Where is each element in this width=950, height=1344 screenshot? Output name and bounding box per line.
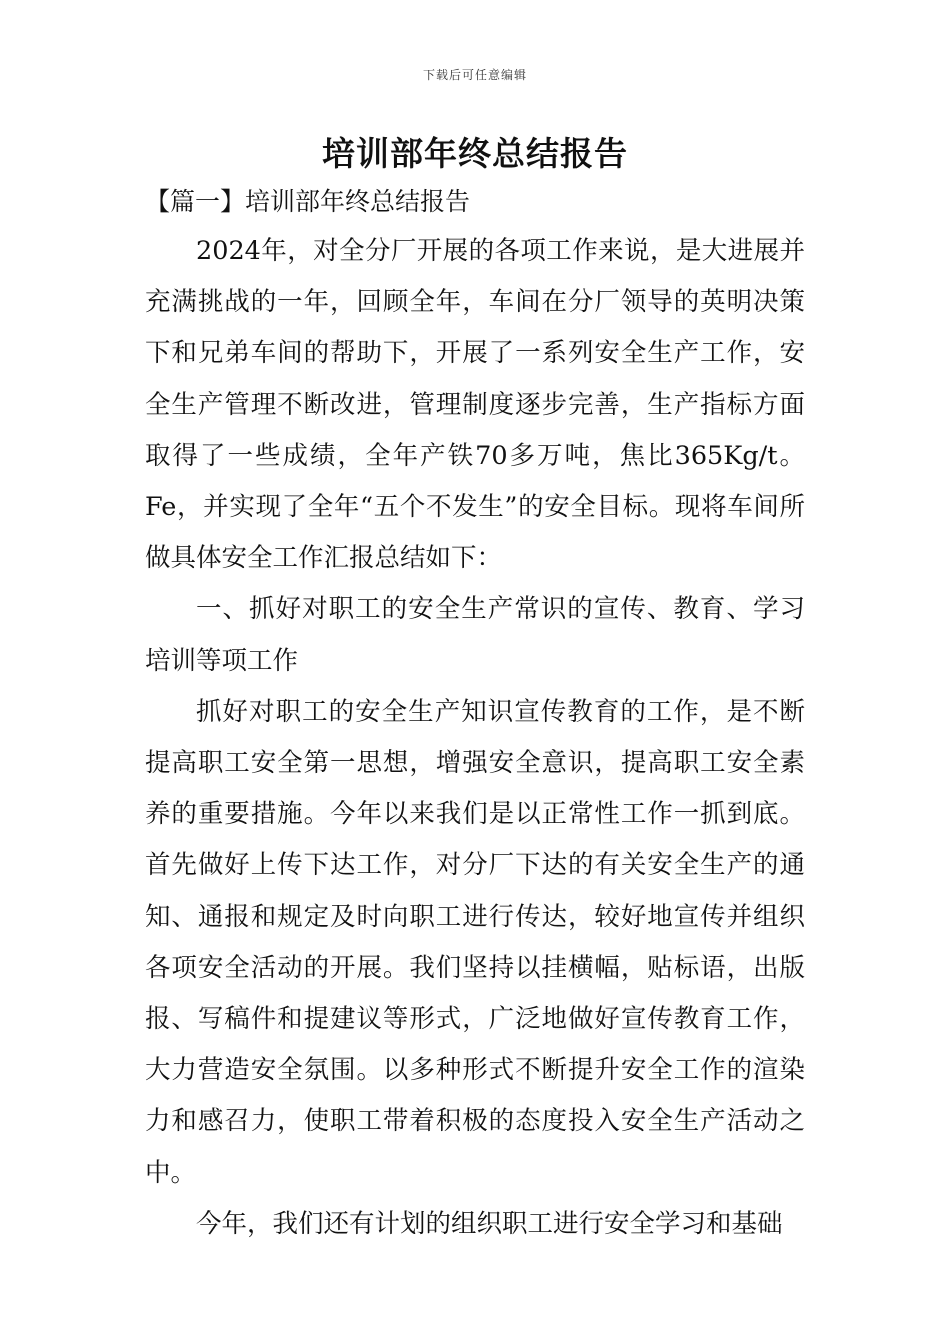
paragraph-study: 今年，我们还有计划的组织职工进行安全学习和基础 <box>196 1208 783 1239</box>
body-text <box>145 226 805 1250</box>
paragraph-intro: 2024年，对全分厂开展的各项工作来说，是大进展并充满挑战的一年，回顾全年，车间在分厂领导的英明决策下和兄弟车间的帮助下，开展了一系列安全生产工作，安全生产管理不断改进，管理制度逐步完善，生产指标方面取得了一些成绩，全年产铁70多万吨，焦比365Kg/t。Fe，并实现了全年“五个不发生”的安全目标。现将车间所做具体安全工作汇报总结如下： <box>145 236 805 574</box>
header-note: 下载后可任意编辑 <box>422 68 527 82</box>
paragraph-publicity: 抓好对职工的安全生产知识宣传教育的工作，是不断提高职工安全第一思想，增强安全意识，提高职工安全素养的重要措施。今年以来我们是以正常性工作一抓到底。首先做好上传下达工作，对分厂下达的有关安全生产的通知、通报和规定及时向职工进行传达，较好地宣传并组织各项安全活动的开展。我们坚持以挂横幅，贴标语，出版报、写稿件和提建议等形式，广泛地做好宣传教育工作，大力营造安全氛围。以多种形式不断提升安全工作的渲染力和感召力，使职工带着积极的态度投入安全生产活动之中。 <box>145 696 805 1188</box>
document-title: 培训部年终总结报告 <box>322 134 628 173</box>
paragraph-subheading: 一、抓好对职工的安全生产常识的宣传、教育、学习培训等项工作 <box>145 594 805 676</box>
section-heading: 【篇一】培训部年终总结报告 <box>145 187 471 216</box>
